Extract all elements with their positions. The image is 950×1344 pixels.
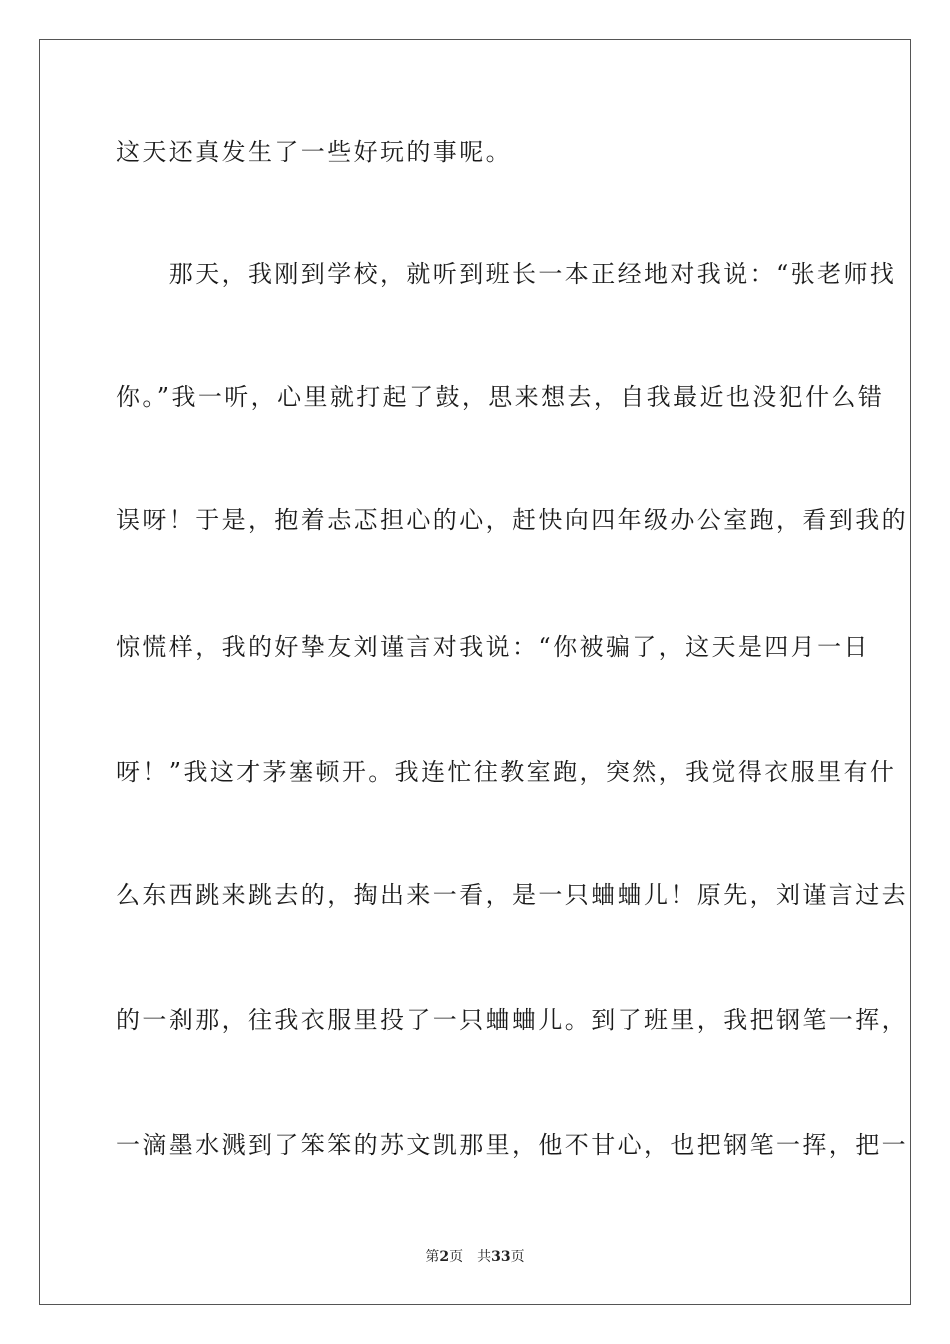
text-line-1: 这天还真发生了一些好玩的事呢。 [116,138,512,166]
text-line-7: 么东西跳来跳去的，掏出来一看，是一只蛐蛐儿！原先，刘谨言过去 [116,881,908,909]
total-prefix: 共 [477,1249,492,1265]
text-line-4: 误呀！于是，抱着忐忑担心的心，赶快向四年级办公室跑，看到我的 [116,506,908,534]
current-page-number: 2 [439,1249,450,1265]
page-border [39,39,911,1305]
page-suffix: 页 [449,1249,464,1265]
text-line-5: 惊慌样，我的好挚友刘谨言对我说：“你被骗了，这天是四月一日 [116,633,870,661]
text-line-8: 的一刹那，往我衣服里投了一只蛐蛐儿。到了班里，我把钢笔一挥， [116,1006,908,1034]
total-suffix: 页 [510,1249,525,1265]
text-line-2: 那天，我刚到学校，就听到班长一本正经地对我说：“张老师找 [116,260,897,288]
text-line-6: 呀！”我这才茅塞顿开。我连忙往教室跑，突然，我觉得衣服里有什 [116,758,897,786]
text-line-3: 你。”我一听，心里就打起了鼓，思来想去，自我最近也没犯什么错 [116,383,885,411]
total-pages-number: 33 [491,1249,511,1265]
page-prefix: 第 [425,1249,440,1265]
text-line-9: 一滴墨水溅到了笨笨的苏文凯那里，他不甘心，也把钢笔一挥，把一 [116,1131,908,1159]
page-footer [0,1248,950,1266]
